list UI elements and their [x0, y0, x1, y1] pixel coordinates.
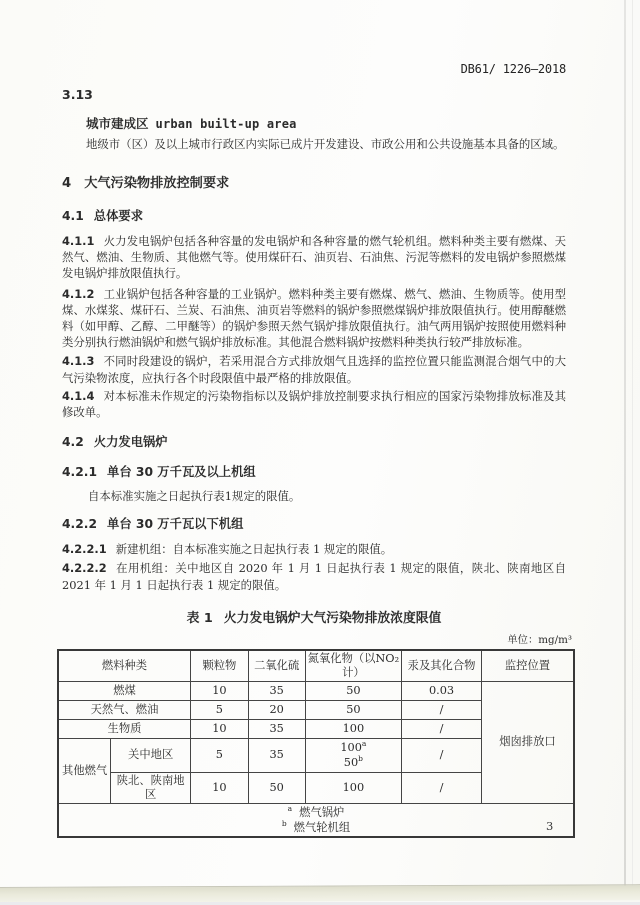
clause-4-1-1-text: 火力发电锅炉包括各种容量的发电锅炉和各种容量的燃气轮机组。燃料种类主要有燃煤、天然气、燃油、生物质、其他燃气等。使用煤矸石、油页岩、石油焦、污泥等燃料的发电锅炉参照燃煤发电锅炉排放限值执行。 [62, 234, 566, 281]
scan-page-edge-right [624, 0, 626, 889]
cell-coal-nox: 50 [305, 681, 402, 700]
cell-biomass-pm: 10 [191, 719, 249, 738]
clause-4-1-4-text: 对本标准未作规定的污染物指标以及锅炉排放控制要求执行相应的国家污染物排放标准及其修改单。 [62, 388, 566, 420]
clause-4-2-2-1-text: 新建机组：自本标准实施之日起执行表 1 规定的限值。 [115, 542, 393, 557]
clause-4-1-2 [62, 286, 566, 351]
cell-biomass-hg: / [402, 719, 482, 738]
clause-4-1-2-text: 工业锅炉包括各种容量的工业锅炉。燃料种类主要有燃煤、燃气、燃油、生物质等。使用型煤、水煤浆、煤矸石、兰炭、石油焦、油页岩等燃料的锅炉参照燃煤锅炉排放限值执行。使用醇醚燃料（如甲醇、乙醇、二甲醚等）的锅炉参照天然气锅炉排放限值执行。油气两用锅炉按照使用燃料种类分别执行燃油锅炉和燃气锅炉排放标准。其他混合燃料锅炉按燃料种类执行较严排放标准。 [62, 286, 566, 350]
cell-coal-so2: 35 [248, 681, 305, 700]
scan-page-edge-right-faint [632, 0, 633, 889]
col-header-nox: 氮氧化物（以NO₂计） [305, 650, 402, 682]
footnote-a-mark: a [287, 804, 293, 814]
col-header-so2: 二氧化硫 [248, 650, 305, 682]
table-footnote-row [58, 803, 574, 837]
clause-4-1-1-number: 4.1.1 [62, 234, 95, 248]
clause-4-1-3-number: 4.1.3 [62, 354, 95, 369]
cell-gasoil-so2: 20 [248, 700, 305, 719]
cell-guanzhong-nox [305, 738, 402, 772]
section-4-2-2-number: 4.2.2 [62, 517, 98, 532]
page-number: 3 [546, 819, 554, 833]
section-4-2-title: 火力发电锅炉 [93, 435, 168, 450]
cell-biomass-fuel: 生物质 [58, 719, 191, 738]
table-1-caption [62, 607, 566, 626]
cell-monitor-position: 烟囱排放口 [481, 681, 574, 803]
clause-4-2-2-2-text: 在用机组：关中地区自 2020 年 1 月 1 日起执行表 1 规定的限值，陕北、陕南地区自 2021 年 1 月 1 日起执行表 1 规定的限值。 [62, 561, 566, 592]
clause-4-1-1 [62, 233, 566, 282]
nox-boiler-value: 100 [340, 740, 362, 754]
section-4-2-2-heading [62, 514, 566, 532]
footnote-a-text: 燃气锅炉 [299, 805, 345, 819]
cell-shan-pm: 10 [191, 772, 249, 803]
section-4-2-2-title: 单台 30 万千瓦以下机组 [107, 517, 244, 532]
col-header-hg: 汞及其化合物 [402, 650, 482, 682]
cell-shan-hg: / [402, 772, 482, 803]
scan-page-edge-bottom [0, 884, 640, 903]
cell-shan-nox: 100 [305, 772, 402, 803]
section-4-2-number: 4.2 [62, 435, 84, 450]
section-4-1-number: 4.1 [62, 209, 84, 223]
cell-biomass-nox: 100 [305, 719, 402, 738]
footnote-b [61, 820, 571, 835]
cell-guanzhong-so2: 35 [248, 738, 305, 772]
clause-3-13-number: 3.13 [62, 87, 93, 102]
col-header-monitor: 监控位置 [481, 650, 574, 682]
table-header-row [58, 650, 574, 682]
cell-coal-pm: 10 [191, 681, 249, 700]
nox-turbine-value: 50 [343, 756, 359, 770]
cell-guanzhong-pm: 5 [191, 738, 249, 772]
cell-biomass-so2: 35 [248, 719, 305, 738]
term-zh: 城市建成区 [86, 116, 149, 131]
table-footnotes [58, 803, 574, 837]
chapter-4-title: 大气污染物排放控制要求 [84, 176, 230, 191]
clause-4-2-2-2 [62, 560, 566, 592]
cell-gasoil-fuel: 天然气、燃油 [58, 700, 191, 719]
cell-guanzhong-region: 关中地区 [111, 738, 191, 772]
footnote-b-mark: b [281, 819, 287, 829]
chapter-4-heading [62, 172, 566, 191]
chapter-4-number: 4 [62, 176, 72, 191]
cell-shan-region: 陕北、陕南地区 [111, 772, 191, 803]
cell-gasoil-nox: 50 [305, 700, 402, 719]
section-4-2-1-title: 单台 30 万千瓦及以上机组 [107, 465, 256, 480]
nox-boiler-footnote-mark: a [361, 739, 367, 749]
clause-4-1-4 [62, 388, 566, 420]
nox-turbine-footnote-mark: b [358, 754, 363, 764]
col-header-fuel: 燃料种类 [58, 650, 191, 682]
clause-4-2-2-1-number: 4.2.2.1 [62, 542, 107, 557]
section-4-2-1-heading [62, 462, 566, 480]
table-1-caption-label: 表 1 [186, 610, 213, 626]
cell-guanzhong-hg: / [402, 738, 482, 772]
term-en: urban built-up area [155, 117, 297, 131]
page-content [62, 0, 572, 838]
cell-coal-hg: 0.03 [402, 681, 482, 700]
table-1-emission-limits [57, 649, 575, 838]
cell-guanzhong-nox-turbine [308, 755, 400, 771]
clause-4-2-2-1 [62, 541, 566, 557]
table-row-coal [58, 681, 574, 700]
section-4-2-1-number: 4.2.1 [62, 465, 98, 480]
clause-4-1-4-number: 4.1.4 [62, 388, 95, 403]
clause-4-1-3 [62, 353, 566, 385]
clause-4-1-3-text: 不同时段建设的锅炉，若采用混合方式排放烟气且选择的监控位置只能监测混合烟气中的大气污染物浓度，应执行各个时段限值中最严格的排放限值。 [62, 354, 566, 385]
footnote-a [61, 805, 571, 820]
footnote-b-text: 燃气轮机组 [293, 820, 351, 834]
table-1-caption-text: 火力发电锅炉大气污染物排放浓度限值 [223, 610, 442, 626]
cell-shan-so2: 50 [248, 772, 305, 803]
term-title [62, 114, 566, 132]
cell-othergas-group: 其他燃气 [58, 738, 111, 803]
section-4-2-heading [62, 432, 566, 450]
clause-4-1-2-number: 4.1.2 [62, 286, 95, 301]
col-header-pm: 颗粒物 [191, 650, 249, 682]
term-definition: 地级市（区）及以上城市行政区内实际已成片开发建设、市政公用和公共设施基本具备的区域。 [86, 137, 565, 151]
cell-guanzhong-nox-boiler [308, 740, 400, 756]
cell-gasoil-pm: 5 [191, 700, 249, 719]
table-1-unit-note: 单位：mg/m³ [507, 633, 572, 646]
section-4-1-title: 总体要求 [93, 209, 143, 223]
section-4-1-heading [62, 206, 566, 224]
section-4-2-1-body: 自本标准实施之日起执行表1规定的限值。 [88, 489, 301, 504]
cell-coal-fuel: 燃煤 [58, 681, 191, 700]
doc-number: DB61/ 1226—2018 [460, 62, 566, 76]
cell-gasoil-hg: / [402, 700, 482, 719]
clause-4-2-2-2-number: 4.2.2.2 [62, 561, 107, 576]
